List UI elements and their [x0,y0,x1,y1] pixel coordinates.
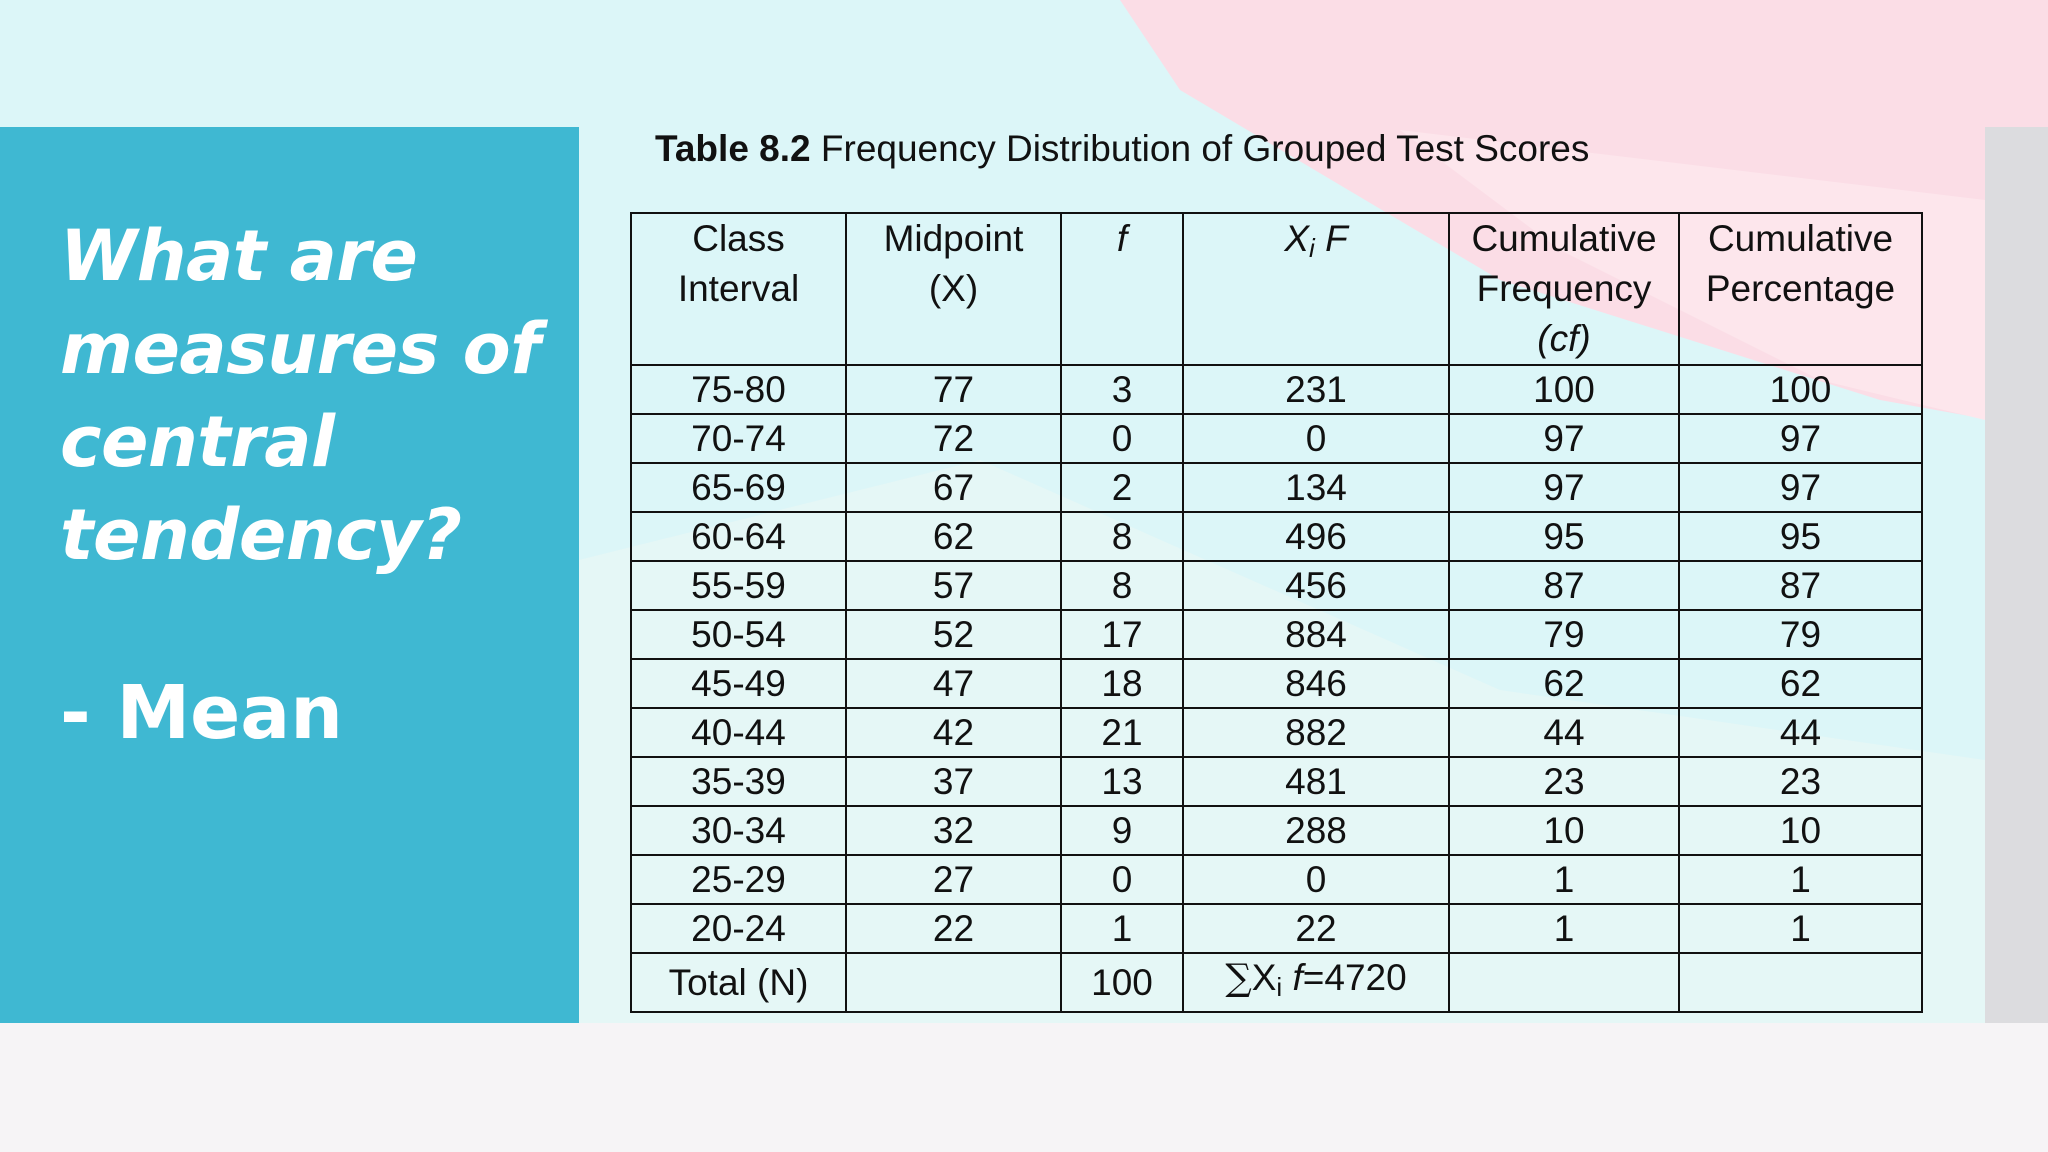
cell-xif: 288 [1183,806,1449,855]
frequency-table [630,212,1923,1013]
header-cumulative-frequency [1449,213,1679,365]
header-cum-pct-line2: Percentage [1705,268,1896,309]
right-strip [1985,127,2048,1023]
cell-class-interval: 55-59 [631,561,846,610]
cell-midpoint: 57 [846,561,1061,610]
cell-midpoint: 37 [846,757,1061,806]
header-class-interval-line2: Interval [677,268,800,309]
cell-xif: 882 [1183,708,1449,757]
table-row [631,659,1922,708]
cell-midpoint: 27 [846,855,1061,904]
cell-midpoint: 52 [846,610,1061,659]
header-xif-x: X [1284,218,1309,259]
header-xif-sub: i [1309,233,1315,263]
cell-class-interval: 25-29 [631,855,846,904]
cell-cumulative-frequency: 44 [1449,708,1679,757]
cell-class-interval: 35-39 [631,757,846,806]
cell-f: 0 [1061,414,1183,463]
cell-class-interval: 20-24 [631,904,846,953]
cell-xif: 231 [1183,365,1449,414]
cell-f: 0 [1061,855,1183,904]
cell-cumulative-percentage: 97 [1679,414,1922,463]
cell-total-label: Total (N) [631,953,846,1012]
cell-cumulative-frequency: 10 [1449,806,1679,855]
slide-question: What are measures of central tendency? [60,215,541,576]
cell-f: 8 [1061,561,1183,610]
cell-f: 13 [1061,757,1183,806]
cell-cumulative-frequency: 1 [1449,855,1679,904]
table-row [631,855,1922,904]
cell-class-interval: 60-64 [631,512,846,561]
cell-xif: 481 [1183,757,1449,806]
table-row [631,904,1922,953]
cell-xif: 456 [1183,561,1449,610]
table-caption-text: Frequency Distribution of Grouped Test Scores [820,128,1590,169]
cell-total-cum-pct-empty [1679,953,1922,1012]
cell-cumulative-percentage: 87 [1679,561,1922,610]
cell-cumulative-frequency: 87 [1449,561,1679,610]
cell-total-f: 100 [1061,953,1183,1012]
cell-f: 3 [1061,365,1183,414]
cell-midpoint: 32 [846,806,1061,855]
cell-f: 18 [1061,659,1183,708]
cell-cumulative-percentage: 23 [1679,757,1922,806]
header-xif [1183,213,1449,365]
sum-value: =4720 [1302,957,1407,998]
cell-f: 9 [1061,806,1183,855]
cell-cumulative-frequency: 95 [1449,512,1679,561]
header-midpoint [846,213,1061,365]
cell-class-interval: 45-49 [631,659,846,708]
cell-midpoint: 42 [846,708,1061,757]
cell-xif: 0 [1183,414,1449,463]
cell-cumulative-frequency: 23 [1449,757,1679,806]
cell-total-cum-freq-empty [1449,953,1679,1012]
table-total-row [631,953,1922,1012]
cell-xif: 846 [1183,659,1449,708]
cell-midpoint: 47 [846,659,1061,708]
cell-cumulative-percentage: 44 [1679,708,1922,757]
sum-sub: i [1276,972,1283,1002]
table-caption-label: Table 8.2 [655,128,811,169]
cell-f: 2 [1061,463,1183,512]
cell-cumulative-frequency: 97 [1449,463,1679,512]
header-midpoint-line2: (X) [928,268,979,309]
cell-total-midpoint-empty [846,953,1061,1012]
table-row [631,414,1922,463]
cell-class-interval: 65-69 [631,463,846,512]
header-cum-freq-line2: Frequency [1476,268,1652,309]
cell-class-interval: 40-44 [631,708,846,757]
table-row [631,757,1922,806]
header-f-label: f [1116,218,1128,259]
table-row [631,561,1922,610]
cell-class-interval: 70-74 [631,414,846,463]
cell-xif: 496 [1183,512,1449,561]
table-row [631,365,1922,414]
cell-cumulative-percentage: 100 [1679,365,1922,414]
cell-xif: 22 [1183,904,1449,953]
cell-f: 1 [1061,904,1183,953]
table-row [631,512,1922,561]
table-row [631,806,1922,855]
sum-x: X [1251,957,1277,998]
cell-midpoint: 67 [846,463,1061,512]
cell-cumulative-frequency: 1 [1449,904,1679,953]
cell-cumulative-percentage: 97 [1679,463,1922,512]
cell-midpoint: 62 [846,512,1061,561]
sum-symbol: ∑ [1225,956,1252,999]
cell-f: 21 [1061,708,1183,757]
cell-midpoint: 77 [846,365,1061,414]
cell-xif: 884 [1183,610,1449,659]
table-header-row [631,213,1922,365]
cell-f: 17 [1061,610,1183,659]
header-cumulative-percentage [1679,213,1922,365]
cell-cumulative-frequency: 62 [1449,659,1679,708]
cell-cumulative-percentage: 79 [1679,610,1922,659]
sum-f: f [1292,957,1303,998]
header-xif-f: F [1325,218,1348,259]
cell-class-interval: 75-80 [631,365,846,414]
header-class-interval [631,213,846,365]
cell-xif: 134 [1183,463,1449,512]
cell-cumulative-percentage: 1 [1679,904,1922,953]
header-cum-pct-line1: Cumulative [1707,218,1894,259]
cell-class-interval: 30-34 [631,806,846,855]
cell-cumulative-percentage: 1 [1679,855,1922,904]
cell-f: 8 [1061,512,1183,561]
cell-midpoint: 22 [846,904,1061,953]
slide-answer: - Mean [60,670,343,756]
header-midpoint-line1: Midpoint [883,218,1024,259]
header-f [1061,213,1183,365]
cell-cumulative-frequency: 79 [1449,610,1679,659]
cell-cumulative-frequency: 97 [1449,414,1679,463]
table-row [631,708,1922,757]
cell-total-sum [1183,953,1449,1012]
header-cum-freq-line3: (cf) [1537,318,1591,359]
cell-cumulative-frequency: 100 [1449,365,1679,414]
header-class-interval-line1: Class [692,218,785,259]
table-caption [655,126,1589,172]
cell-cumulative-percentage: 62 [1679,659,1922,708]
header-cum-freq-line1: Cumulative [1471,218,1657,259]
cell-xif: 0 [1183,855,1449,904]
cell-class-interval: 50-54 [631,610,846,659]
table-row [631,610,1922,659]
table-row [631,463,1922,512]
cell-cumulative-percentage: 10 [1679,806,1922,855]
cell-midpoint: 72 [846,414,1061,463]
cell-cumulative-percentage: 95 [1679,512,1922,561]
